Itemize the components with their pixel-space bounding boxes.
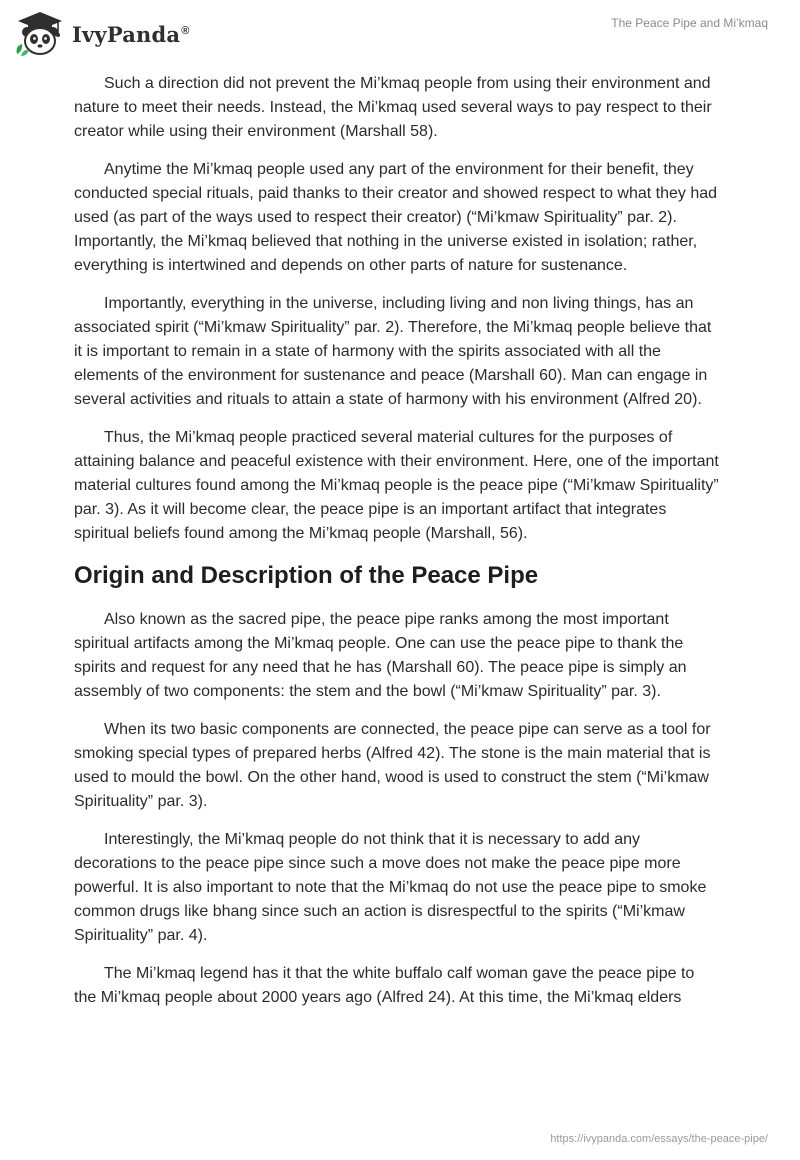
paragraph: Also known as the sacred pipe, the peace pipe ranks among the most important spiritual artifacts among the Mi’kmaq people. One can use the peace pipe to thank the spirits and request for any need that he has (Marshall 60). The peace pipe is simply an assembly of two components: the stem and the bowl (“Mi’kmaw Spirituality” par. 3). (74, 611, 687, 700)
page-header (0, 0, 800, 70)
paragraph: Interestingly, the Mi’kmaq people do not think that it is necessary to add any decorations to the peace pipe since such a move does not make the peace pipe more powerful. It is also important to note that the Mi’kmaq do not use the peace pipe to smoke common drugs like bhang since such an action is disrespectful to the spirits (“Mi’kmaw Spirituality” par. 4). (74, 831, 707, 944)
paragraph: Such a direction did not prevent the Mi’kmaq people from using their environment and nature to meet their needs. Instead, the Mi’kmaq used several ways to pay respect to their creator while using their environment (Marshall 58). (74, 75, 712, 140)
paragraph: Importantly, everything in the universe, including living and non living things, has an associated spirit (“Mi’kmaw Spirituality” par. 2). Therefore, the Mi’kmaq people believe that it is important to remain in a state of harmony with the spirits associated with all the elements of the environment for sustenance and peace (Marshall 60). Man can engage in several activities and rituals to attain a state of harmony with his environment (Alfred 20). (74, 295, 712, 408)
essay-content (74, 72, 720, 1024)
brand-name: IvyPanda® (72, 21, 190, 47)
paragraph: The Mi’kmaq legend has it that the white buffalo calf woman gave the peace pipe to the Mi’kmaq people about 2000 years ago (Alfred 24). At this time, the Mi’kmaq elders (74, 965, 695, 1006)
paragraph: When its two basic components are connected, the peace pipe can serve as a tool for smoking special types of prepared herbs (Alfred 42). The stone is the main material that is used to mould the bowl. On the other hand, wood is used to construct the stem (“Mi’kmaw Spirituality” par. 3). (74, 721, 711, 810)
footer-url-link[interactable]: https://ivypanda.com/essays/the-peace-pipe/ (550, 1133, 768, 1145)
panda-graduate-icon (14, 10, 66, 58)
ivypanda-logo[interactable] (14, 10, 190, 58)
paragraph: Anytime the Mi’kmaq people used any part of the environment for their benefit, they conducted special rituals, paid thanks to their creator and showed respect to what they had used (as part of the ways used to respect their creator) (“Mi’kmaw Spirituality” par. 2). Importantly, the Mi’kmaq believed that nothing in the universe existed in isolation; rather, everything is intertwined and depends on other parts of nature for sustenance. (74, 161, 718, 274)
running-title: The Peace Pipe and Mi’kmaq (611, 16, 768, 30)
registered-mark: ® (181, 24, 190, 37)
section-heading: Origin and Description of the Peace Pipe (74, 562, 539, 589)
paragraph: Thus, the Mi’kmaq people practiced several material cultures for the purposes of attaining balance and peaceful existence with their environment. Here, one of the important material cultures found among the Mi’kmaq people is the peace pipe (“Mi’kmaw Spirituality” par. 3). As it will become clear, the peace pipe is an important artifact that integrates spiritual beliefs found among the Mi’kmaq people (Marshall, 56). (74, 429, 719, 542)
